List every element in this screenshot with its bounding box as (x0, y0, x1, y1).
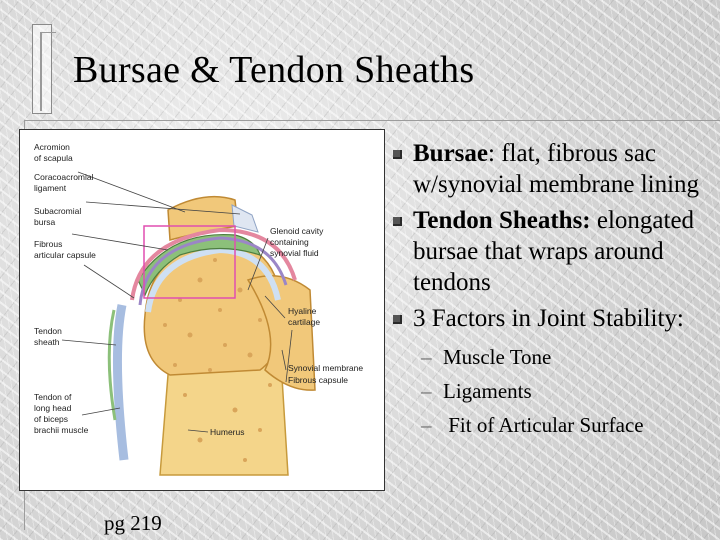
label-glenoid-2: containing (270, 237, 309, 247)
sub-bullet-item (393, 340, 720, 374)
label-tendon-long-head-3: of biceps (34, 414, 69, 424)
label-fibrous-articular-2: articular capsule (34, 250, 96, 260)
sub-bullet-item (393, 408, 720, 442)
label-tendon-long-head-2: long head (34, 403, 72, 413)
bullet-square-icon (393, 315, 402, 324)
decorative-bar-inner (40, 32, 56, 111)
label-tendon-long-head: Tendon of (34, 392, 72, 402)
slide-title: Bursae & Tendon Sheaths (73, 49, 475, 91)
label-hyaline-2: cartilage (288, 317, 321, 327)
page-reference: pg 219 (104, 511, 162, 535)
bullet-item-tendon-sheaths (393, 205, 720, 298)
dash-icon: – (421, 379, 432, 403)
bullet-term: Bursae (413, 140, 488, 167)
label-subacromial-2: bursa (34, 217, 56, 227)
label-fibrous-articular: Fibrous (34, 239, 63, 249)
label-hyaline: Hyaline (288, 306, 317, 316)
sub-bullet-text: Ligaments (443, 379, 532, 403)
bullet-list (393, 138, 720, 442)
label-tendon-sheath-2: sheath (34, 337, 60, 347)
bullet-text: : flat, fibrous sac w/synovial membrane lining (413, 140, 700, 198)
sub-bullet-list (393, 340, 720, 442)
sub-bullet-item (393, 374, 720, 408)
label-synovial-membrane: Synovial membrane (288, 363, 364, 373)
label-tendon-sheath: Tendon (34, 326, 62, 336)
bullet-square-icon (393, 217, 402, 226)
label-fibrous-capsule: Fibrous capsule (288, 375, 349, 385)
coracoacromial-ligament-shape (232, 205, 258, 232)
bullet-item-joint-stability (393, 303, 720, 334)
sub-bullet-text: Muscle Tone (443, 345, 552, 369)
label-acromion-2: of scapula (34, 153, 73, 163)
label-humerus: Humerus (210, 427, 245, 437)
label-glenoid-3: synovial fluid (270, 248, 319, 258)
label-coracoacromial: Coracoacromial (34, 172, 94, 182)
label-acromion: Acromion (34, 142, 70, 152)
dash-icon: – (421, 413, 432, 437)
label-coracoacromial-2: ligament (34, 183, 67, 193)
bullet-item-bursae (393, 138, 720, 200)
sub-bullet-text: Fit of Articular Surface (443, 413, 644, 437)
dash-icon: – (421, 345, 432, 369)
bullet-term: Tendon Sheaths: (413, 207, 591, 234)
decorative-rule-horizontal (24, 120, 720, 121)
label-tendon-long-head-4: brachii muscle (34, 425, 89, 435)
bullet-text: elongated bursae that wraps around tendons (413, 207, 695, 296)
biceps-tendon (117, 305, 124, 460)
bullet-text: 3 Factors in Joint Stability: (413, 305, 684, 332)
label-subacromial: Subacromial (34, 206, 82, 216)
label-glenoid: Glenoid cavity (270, 226, 324, 236)
shoulder-joint-illustration (20, 130, 384, 490)
shoulder-joint-figure (19, 129, 385, 491)
bullet-square-icon (393, 150, 402, 159)
